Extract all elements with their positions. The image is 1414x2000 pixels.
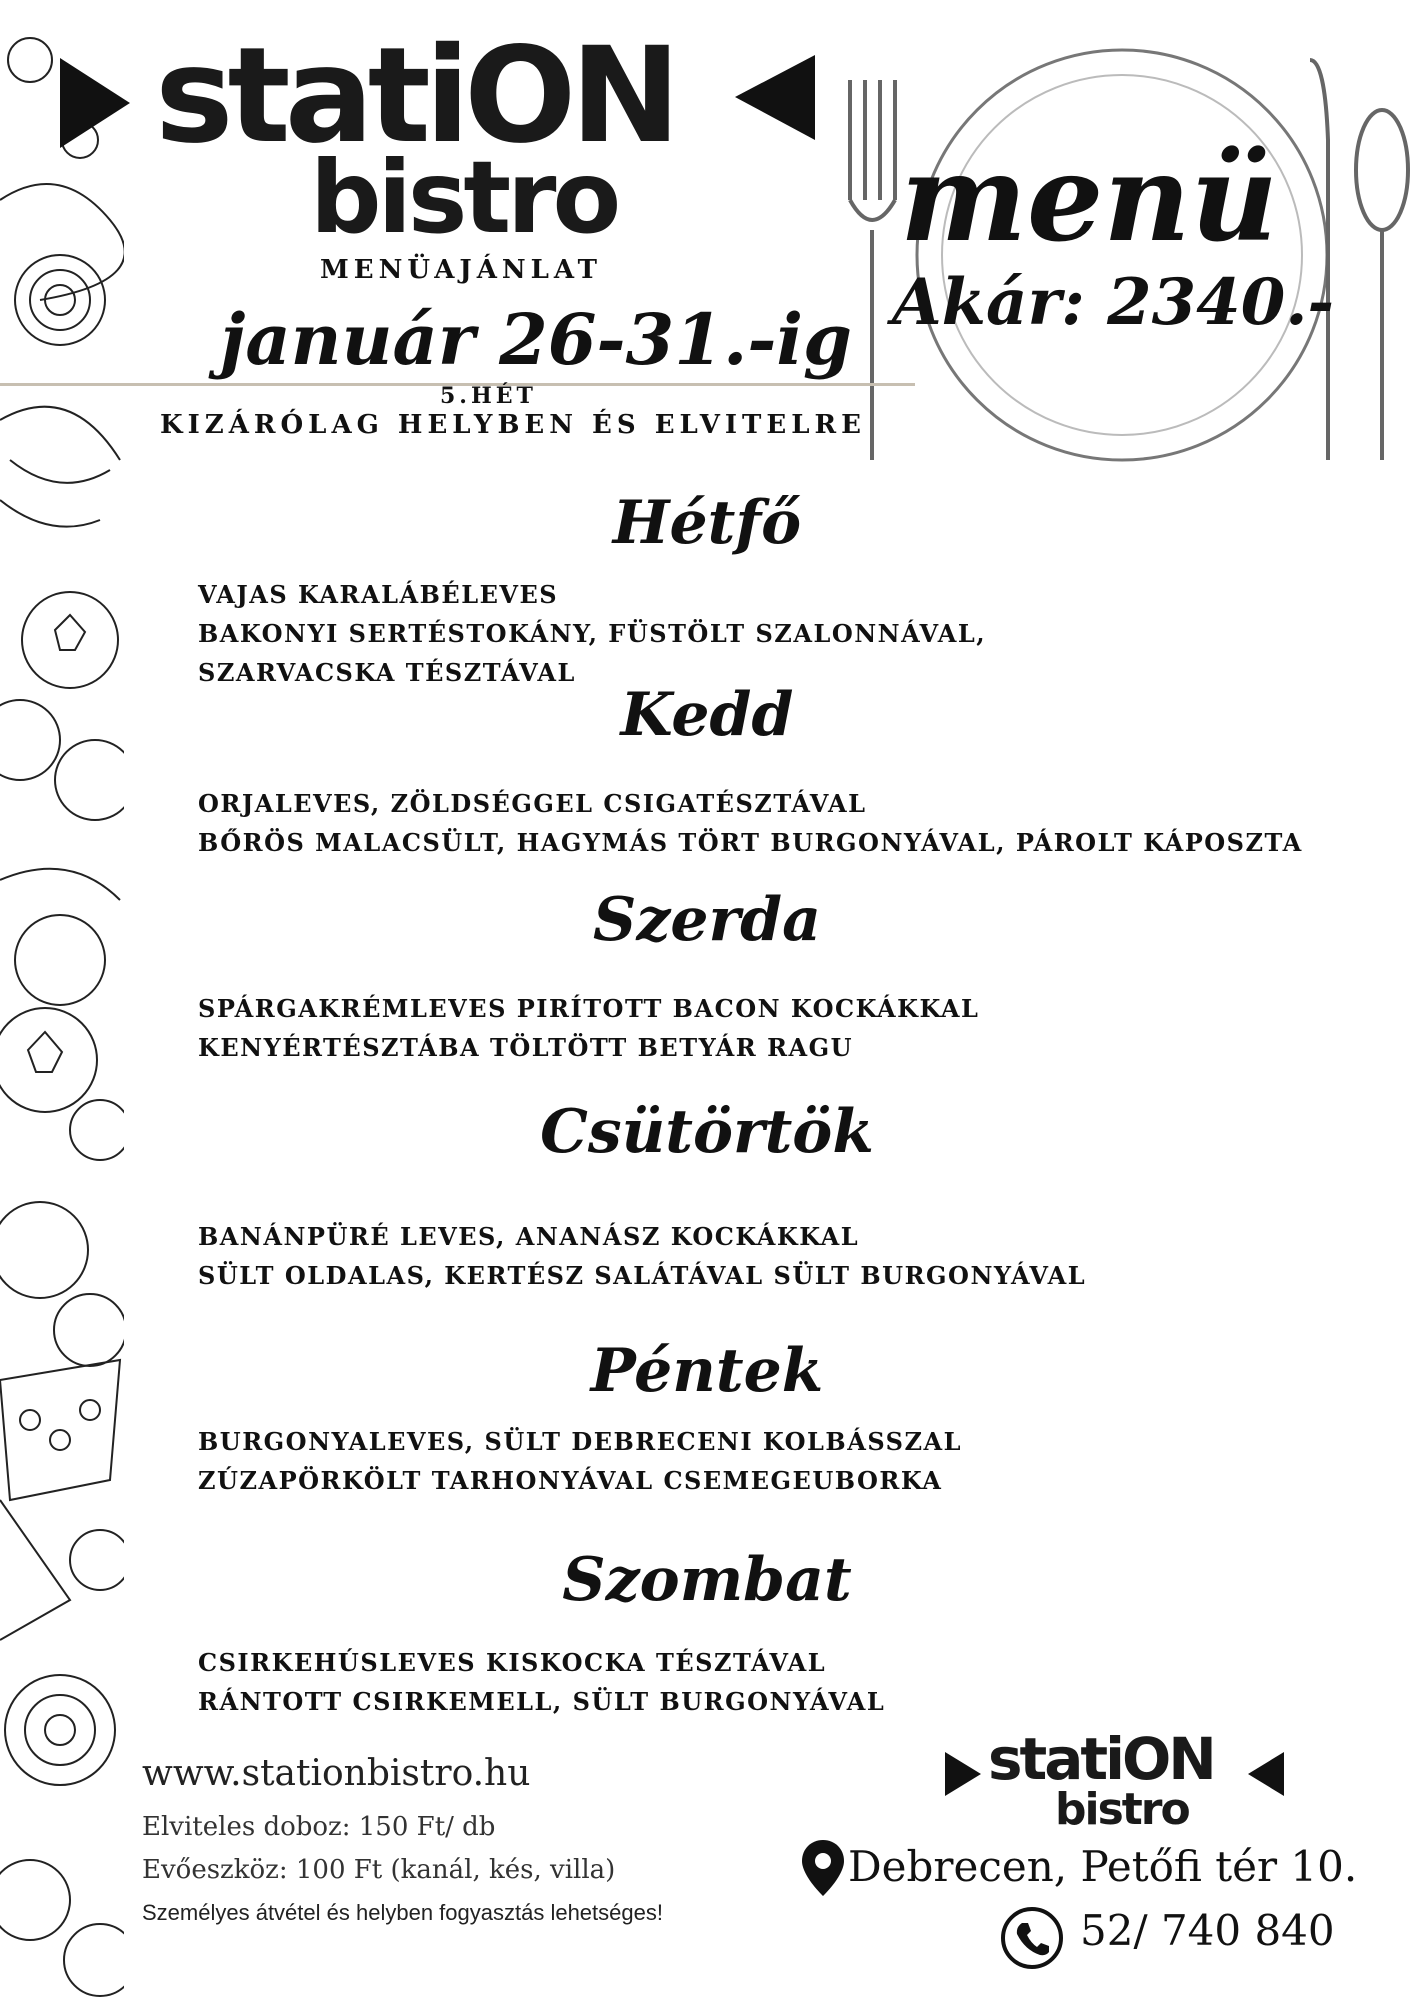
- logo-right-arrow-icon: [735, 55, 815, 140]
- phone-icon: [1000, 1906, 1064, 1970]
- day-title-saturday: Szombat: [562, 1545, 852, 1615]
- day-title-monday: Hétfő: [612, 488, 802, 558]
- service-notice: KIZÁRÓLAG HELYBEN ÉS ELVITELRE: [160, 410, 866, 440]
- cutlery-price: Evőeszköz: 100 Ft (kanál, kés, villa): [142, 1855, 616, 1885]
- footer-logo-bistro-text: bistro: [1055, 1784, 1189, 1835]
- dish-wednesday-2: KENYÉRTÉSZTÁBA TÖLTÖTT BETYÁR RAGU: [198, 1033, 854, 1062]
- food-illustration-strip: [0, 0, 124, 2000]
- menu-script-word: menü: [900, 128, 1278, 269]
- day-title-tuesday: Kedd: [620, 680, 794, 750]
- day-title-thursday: Csütörtök: [540, 1097, 874, 1167]
- dish-thursday-1: BANÁNPÜRÉ LEVES, ANANÁSZ KOCKÁKKAL: [198, 1222, 860, 1251]
- dish-saturday-1: CSIRKEHÚSLEVES KISKOCKA TÉSZTÁVAL: [198, 1648, 827, 1677]
- menu-price: Akár: 2340.-: [892, 265, 1335, 340]
- dish-monday-2: BAKONYI SERTÉSTOKÁNY, FÜSTÖLT SZALONNÁVAL,: [198, 619, 987, 648]
- dish-monday-1: VAJAS KARALÁBÉLEVES: [198, 580, 559, 609]
- dish-wednesday-1: SPÁRGAKRÉMLEVES PIRÍTOTT BACON KOCKÁKKAL: [198, 994, 980, 1023]
- dish-tuesday-1: ORJALEVES, ZÖLDSÉGGEL CSIGATÉSZTÁVAL: [198, 789, 867, 818]
- dish-friday-2: ZÚZAPÖRKÖLT TARHONYÁVAL CSEMEGEUBORKA: [198, 1466, 943, 1495]
- website-link[interactable]: www.stationbistro.hu: [142, 1753, 531, 1794]
- phone-number[interactable]: 52/ 740 840: [1080, 1906, 1335, 1955]
- day-title-wednesday: Szerda: [592, 885, 822, 955]
- pickup-notice: Személyes átvétel és helyben fogyasztás lehetséges!: [142, 1900, 663, 1925]
- dish-tuesday-2: BŐRÖS MALACSÜLT, HAGYMÁS TÖRT BURGONYÁVAL, PÁROLT KÁPOSZTA: [198, 828, 1303, 857]
- logo-left-arrow-icon: [60, 58, 130, 148]
- dish-saturday-2: RÁNTOTT CSIRKEMELL, SÜLT BURGONYÁVAL: [198, 1687, 886, 1716]
- takeaway-box-price: Elviteles doboz: 150 Ft/ db: [142, 1812, 496, 1842]
- date-range: január 26-31.-ig: [220, 298, 852, 381]
- menu-subtitle: MENÜAJÁNLAT: [320, 255, 603, 285]
- footer-logo-left-arrow-icon: [945, 1752, 981, 1796]
- footer-logo-station-text: statiON: [988, 1725, 1214, 1793]
- logo-station-text: statiON: [155, 19, 675, 173]
- footer-logo-right-arrow-icon: [1248, 1752, 1284, 1796]
- address: Debrecen, Petőfi tér 10.: [848, 1842, 1358, 1891]
- day-title-friday: Péntek: [590, 1336, 824, 1406]
- week-label: 5.HÉT: [440, 383, 537, 409]
- dish-thursday-2: SÜLT OLDALAS, KERTÉSZ SALÁTÁVAL SÜLT BURGONYÁVAL: [198, 1261, 1087, 1290]
- logo-bistro-text: bistro: [310, 139, 618, 256]
- dish-monday-3: SZARVACSKA TÉSZTÁVAL: [198, 658, 576, 687]
- dish-friday-1: BURGONYALEVES, SÜLT DEBRECENI KOLBÁSSZAL: [198, 1427, 962, 1456]
- location-pin-icon: [802, 1840, 844, 1896]
